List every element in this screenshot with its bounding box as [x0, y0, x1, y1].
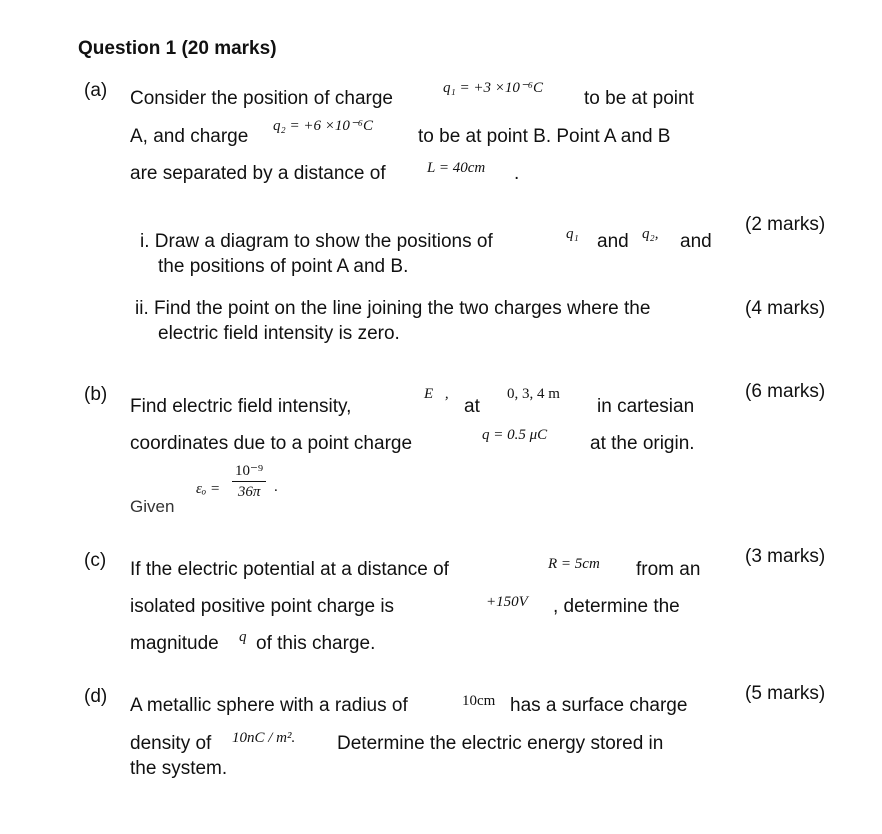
part-a-ii-line2: electric field intensity is zero.	[158, 323, 400, 344]
part-a-line3-post: .	[514, 163, 520, 184]
part-a-label: (a)	[84, 80, 108, 101]
part-b-E-expr: E⃗,	[424, 386, 449, 402]
part-c-label: (c)	[84, 550, 107, 571]
part-b-line2-pre: coordinates due to a point charge	[130, 433, 413, 454]
part-a-q1-expr: q₁ = +3 ×10⁻⁶C	[443, 80, 543, 96]
part-a-line2-pre: A, and charge	[130, 126, 249, 147]
part-a-i-and: and	[597, 231, 629, 252]
part-a-line2-post: to be at point B. Point A and B	[418, 126, 671, 147]
part-b-given: Given	[130, 497, 175, 516]
part-c-marks: (3 marks)	[745, 546, 826, 567]
part-b-fraction	[232, 461, 266, 501]
part-c-line3-post: of this charge.	[256, 633, 376, 654]
question-title: Question 1 (20 marks)	[78, 38, 277, 59]
part-d-r-expr: 10cm	[462, 693, 496, 709]
part-a-i-line2: the positions of point A and B.	[158, 256, 409, 277]
part-c-line1-post: from an	[636, 559, 701, 580]
part-c-line3-pre: magnitude	[130, 633, 219, 654]
part-a-ii-line1: ii. Find the point on the line joining the two charges where the	[135, 298, 651, 319]
part-a-q2-expr: q₂ = +6 ×10⁻⁶C	[273, 118, 373, 134]
part-a-ii-marks: (4 marks)	[745, 298, 826, 319]
part-d-line1-post: has a surface charge	[510, 695, 688, 716]
part-b-marks: (6 marks)	[745, 381, 826, 402]
part-b-frac-tail: .	[274, 479, 278, 495]
part-d-line3: the system.	[130, 758, 228, 779]
part-b-line1-post: in cartesian	[597, 396, 695, 417]
part-c-V-expr: +150V	[486, 594, 528, 610]
part-d-line1-pre: A metallic sphere with a radius of	[130, 695, 408, 716]
part-b-line2-post: at the origin.	[590, 433, 695, 454]
part-b-at: at	[464, 396, 480, 417]
part-b-eps: εₒ =	[196, 481, 221, 497]
part-d-line2-pre: density of	[130, 733, 212, 754]
part-a-i-line1-pre: i. Draw a diagram to show the positions of	[140, 231, 493, 252]
part-a-i-line1-post: and	[680, 231, 712, 252]
part-b-point-expr: 0, 3, 4 m	[507, 386, 560, 402]
part-a-i-q1: q₁	[566, 226, 579, 242]
part-c-line1-pre: If the electric potential at a distance of	[130, 559, 449, 580]
part-b-q-expr: q = 0.5 μC	[482, 427, 548, 443]
part-c-line2-pre: isolated positive point charge is	[130, 596, 395, 617]
part-c-line2-post: , determine the	[553, 596, 680, 617]
part-b-label: (b)	[84, 384, 108, 405]
part-d-line2-post: Determine the electric energy stored in	[337, 733, 664, 754]
part-a-L-expr: L = 40cm	[427, 160, 486, 176]
part-c-q: q	[239, 629, 247, 645]
part-a-line3-pre: are separated by a distance of	[130, 163, 386, 184]
part-c-R-expr: R = 5cm	[548, 556, 600, 572]
part-b-line1-pre: Find electric field intensity,	[130, 396, 352, 417]
part-d-sigma-expr: 10nC / m².	[232, 730, 296, 746]
part-d-marks: (5 marks)	[745, 683, 826, 704]
part-d-label: (d)	[84, 686, 108, 707]
part-b-frac-den: 36π	[237, 484, 261, 500]
part-b-frac-num: 10⁻⁹	[232, 461, 266, 482]
part-a-line1-post: to be at point	[584, 88, 694, 109]
part-a-i-q2: q₂,	[642, 226, 659, 242]
part-a-line1-pre: Consider the position of charge	[130, 88, 393, 109]
part-a-i-marks: (2 marks)	[745, 214, 826, 235]
